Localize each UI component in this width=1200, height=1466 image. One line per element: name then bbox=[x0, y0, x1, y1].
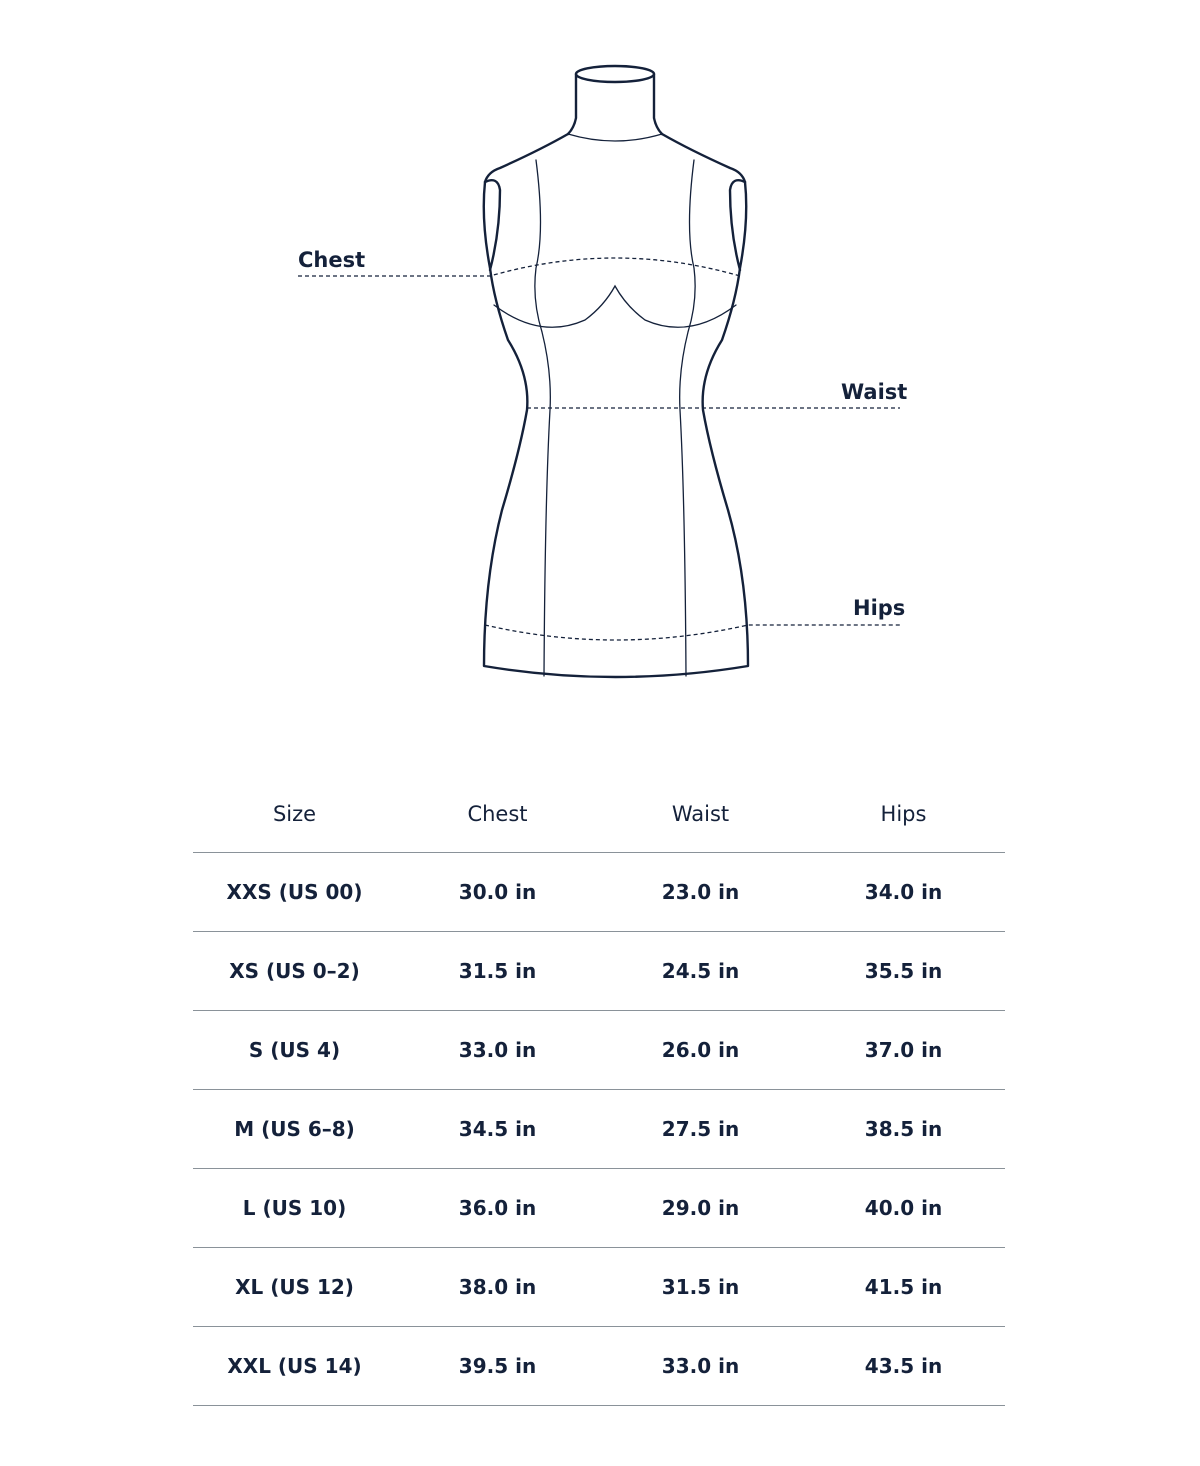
hips-cell: 43.5 in bbox=[802, 1327, 1005, 1406]
chest-cell: 38.0 in bbox=[396, 1248, 599, 1327]
waist-cell: 26.0 in bbox=[599, 1011, 802, 1090]
table-row bbox=[193, 932, 1005, 1011]
waist-cell: 33.0 in bbox=[599, 1327, 802, 1406]
hips-cell: 38.5 in bbox=[802, 1090, 1005, 1169]
hips-cell: 41.5 in bbox=[802, 1248, 1005, 1327]
table-row bbox=[193, 1090, 1005, 1169]
dress-form-icon bbox=[0, 0, 1200, 720]
hips-cell: 35.5 in bbox=[802, 932, 1005, 1011]
hips-cell: 34.0 in bbox=[802, 853, 1005, 932]
chest-label: Chest bbox=[298, 248, 366, 272]
size-cell: XXS (US 00) bbox=[193, 853, 396, 932]
chest-cell: 33.0 in bbox=[396, 1011, 599, 1090]
waist-label: Waist bbox=[841, 380, 908, 404]
chest-cell: 30.0 in bbox=[396, 853, 599, 932]
header-waist: Waist bbox=[599, 776, 802, 853]
table-row bbox=[193, 1011, 1005, 1090]
right-princess-seam bbox=[680, 160, 695, 676]
bust-line bbox=[494, 286, 736, 327]
size-cell: M (US 6–8) bbox=[193, 1090, 396, 1169]
size-cell: L (US 10) bbox=[193, 1169, 396, 1248]
chest-cell: 34.5 in bbox=[396, 1090, 599, 1169]
neck-top bbox=[576, 66, 654, 82]
chest-cell: 39.5 in bbox=[396, 1327, 599, 1406]
hips-cell: 40.0 in bbox=[802, 1169, 1005, 1248]
measurement-diagram bbox=[0, 0, 1200, 720]
size-cell: S (US 4) bbox=[193, 1011, 396, 1090]
waist-cell: 27.5 in bbox=[599, 1090, 802, 1169]
waist-cell: 23.0 in bbox=[599, 853, 802, 932]
header-size: Size bbox=[193, 776, 396, 853]
left-princess-seam bbox=[535, 160, 550, 676]
table-row bbox=[193, 1248, 1005, 1327]
hips-cell: 37.0 in bbox=[802, 1011, 1005, 1090]
size-chart-table bbox=[193, 776, 1005, 1406]
chest-cell: 31.5 in bbox=[396, 932, 599, 1011]
table-row bbox=[193, 1327, 1005, 1406]
size-cell: XXL (US 14) bbox=[193, 1327, 396, 1406]
hips-label: Hips bbox=[853, 596, 906, 620]
table-header-row bbox=[193, 776, 1005, 853]
size-cell: XL (US 12) bbox=[193, 1248, 396, 1327]
torso-outline bbox=[484, 134, 748, 677]
table-row bbox=[193, 853, 1005, 932]
waist-cell: 24.5 in bbox=[599, 932, 802, 1011]
waist-cell: 29.0 in bbox=[599, 1169, 802, 1248]
header-chest: Chest bbox=[396, 776, 599, 853]
table-row bbox=[193, 1169, 1005, 1248]
hips-line bbox=[485, 625, 900, 640]
header-hips: Hips bbox=[802, 776, 1005, 853]
size-cell: XS (US 0–2) bbox=[193, 932, 396, 1011]
neck-base bbox=[568, 134, 662, 141]
waist-cell: 31.5 in bbox=[599, 1248, 802, 1327]
chest-cell: 36.0 in bbox=[396, 1169, 599, 1248]
